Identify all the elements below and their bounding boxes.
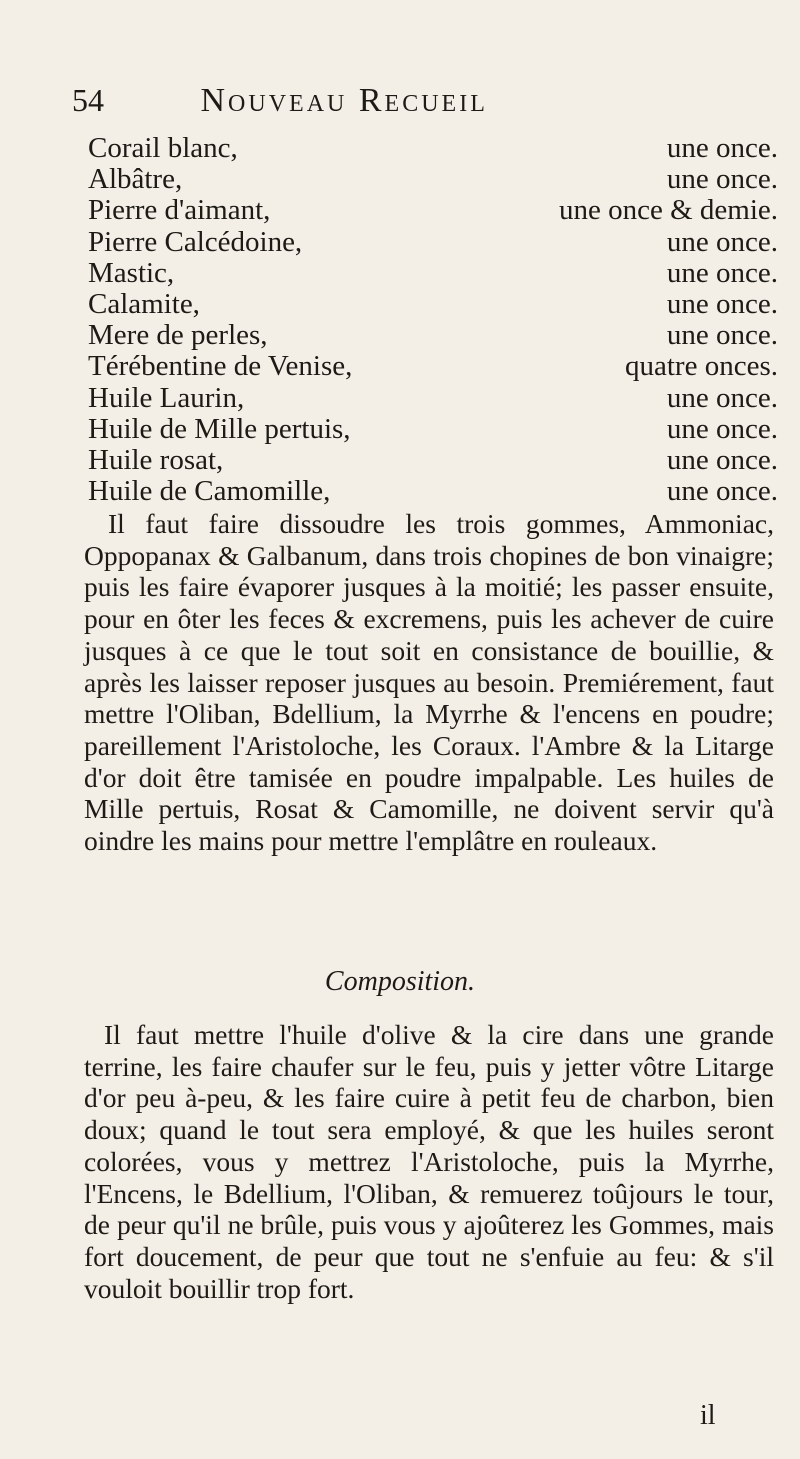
ingredient-name: Huile de Mille pertuis, [88,412,351,445]
ingredient-quantity: une once. [666,225,778,258]
ingredient-list [88,133,788,507]
ingredient-name: Albâtre, [88,163,183,196]
section-heading: Composition. [324,966,476,997]
instructions-paragraph: Il faut faire dissoudre les trois gommes, Ammoniac, Oppopanax & Galbanum, dans trois chopines de bon vinaigre; puis les faire évaporer jusques à la moitié; les passer ensuite, pour en ôter les feces & excremens, puis les achever de cuire jusques à ce que le tout soit en consistance de bouillie, & après les laisser reposer jusques au besoin. Premiérement, faut mettre l'Oliban, Bdellium, la Myrrhe & l'encens en poudre; pareillement l'Aristoloche, les Coraux. l'Ambre & la Litarge d'or doit être tamisée en poudre impalpable. Les huiles de Mille pertuis, Rosat & Camomille, ne doivent servir qu'à oindre les mains pour mettre l'emplâtre en rouleaux. [84,508,774,857]
ingredient-row [88,289,788,320]
ingredient-row [88,320,788,351]
ingredient-row [88,351,788,382]
ingredient-quantity: une once. [666,287,778,320]
ingredient-row [88,476,788,507]
ingredient-quantity: une once. [666,381,778,414]
ingredient-quantity: une once. [666,256,778,289]
ingredient-quantity: une once. [666,412,778,445]
ingredient-name: Pierre Calcédoine, [88,225,303,258]
ingredient-quantity: une once. [666,163,778,196]
ingredient-row [88,258,788,289]
ingredient-row [88,164,788,195]
ingredient-name: Pierre d'aimant, [88,194,271,227]
ingredient-row [88,227,788,258]
running-title: Nouveau Recueil [200,82,488,119]
page-number: 54 [72,82,104,118]
ingredient-quantity: une once. [666,475,778,508]
ingredient-name: Corail blanc, [88,132,238,164]
ingredient-quantity: une once. [666,443,778,476]
catchword: il [700,1400,716,1431]
ingredient-name: Huile rosat, [88,443,224,476]
ingredient-quantity: une once & demie. [558,194,778,227]
ingredient-name: Mere de perles, [88,319,268,352]
running-header [72,80,712,121]
ingredient-quantity: une once. [666,319,778,352]
ingredient-name: Huile de Camomille, [88,475,331,508]
ingredient-row [88,195,788,226]
ingredient-row [88,414,788,445]
ingredient-quantity: quatre onces. [625,350,778,383]
ingredient-row [88,133,788,164]
ingredient-name: Calamite, [88,287,200,320]
ingredient-row [88,383,788,414]
ingredient-row [88,445,788,476]
ingredient-name: Térébentine de Venise, [88,350,353,383]
ingredient-name: Mastic, [88,256,175,289]
ingredient-quantity: une once. [666,132,778,164]
ingredient-name: Huile Laurin, [88,381,245,414]
composition-paragraph: Il faut mettre l'huile d'olive & la cire dans une grande terrine, les faire chaufer sur le feu, puis y jetter vôtre Litarge d'or peu à-peu, & les faire cuire à petit feu de charbon, bien doux; quand le tout sera employé, & que les huiles seront colorées, vous y mettrez l'Aristoloche, puis la Myrrhe, l'Encens, le Bdellium, l'Oliban, & remuerez toûjours le tour, de peur qu'il ne brûle, puis vous y ajoûterez les Gommes, mais fort doucement, de peur que tout ne s'enfuie au feu: & s'il vouloit bouillir trop fort. [84,1019,774,1304]
